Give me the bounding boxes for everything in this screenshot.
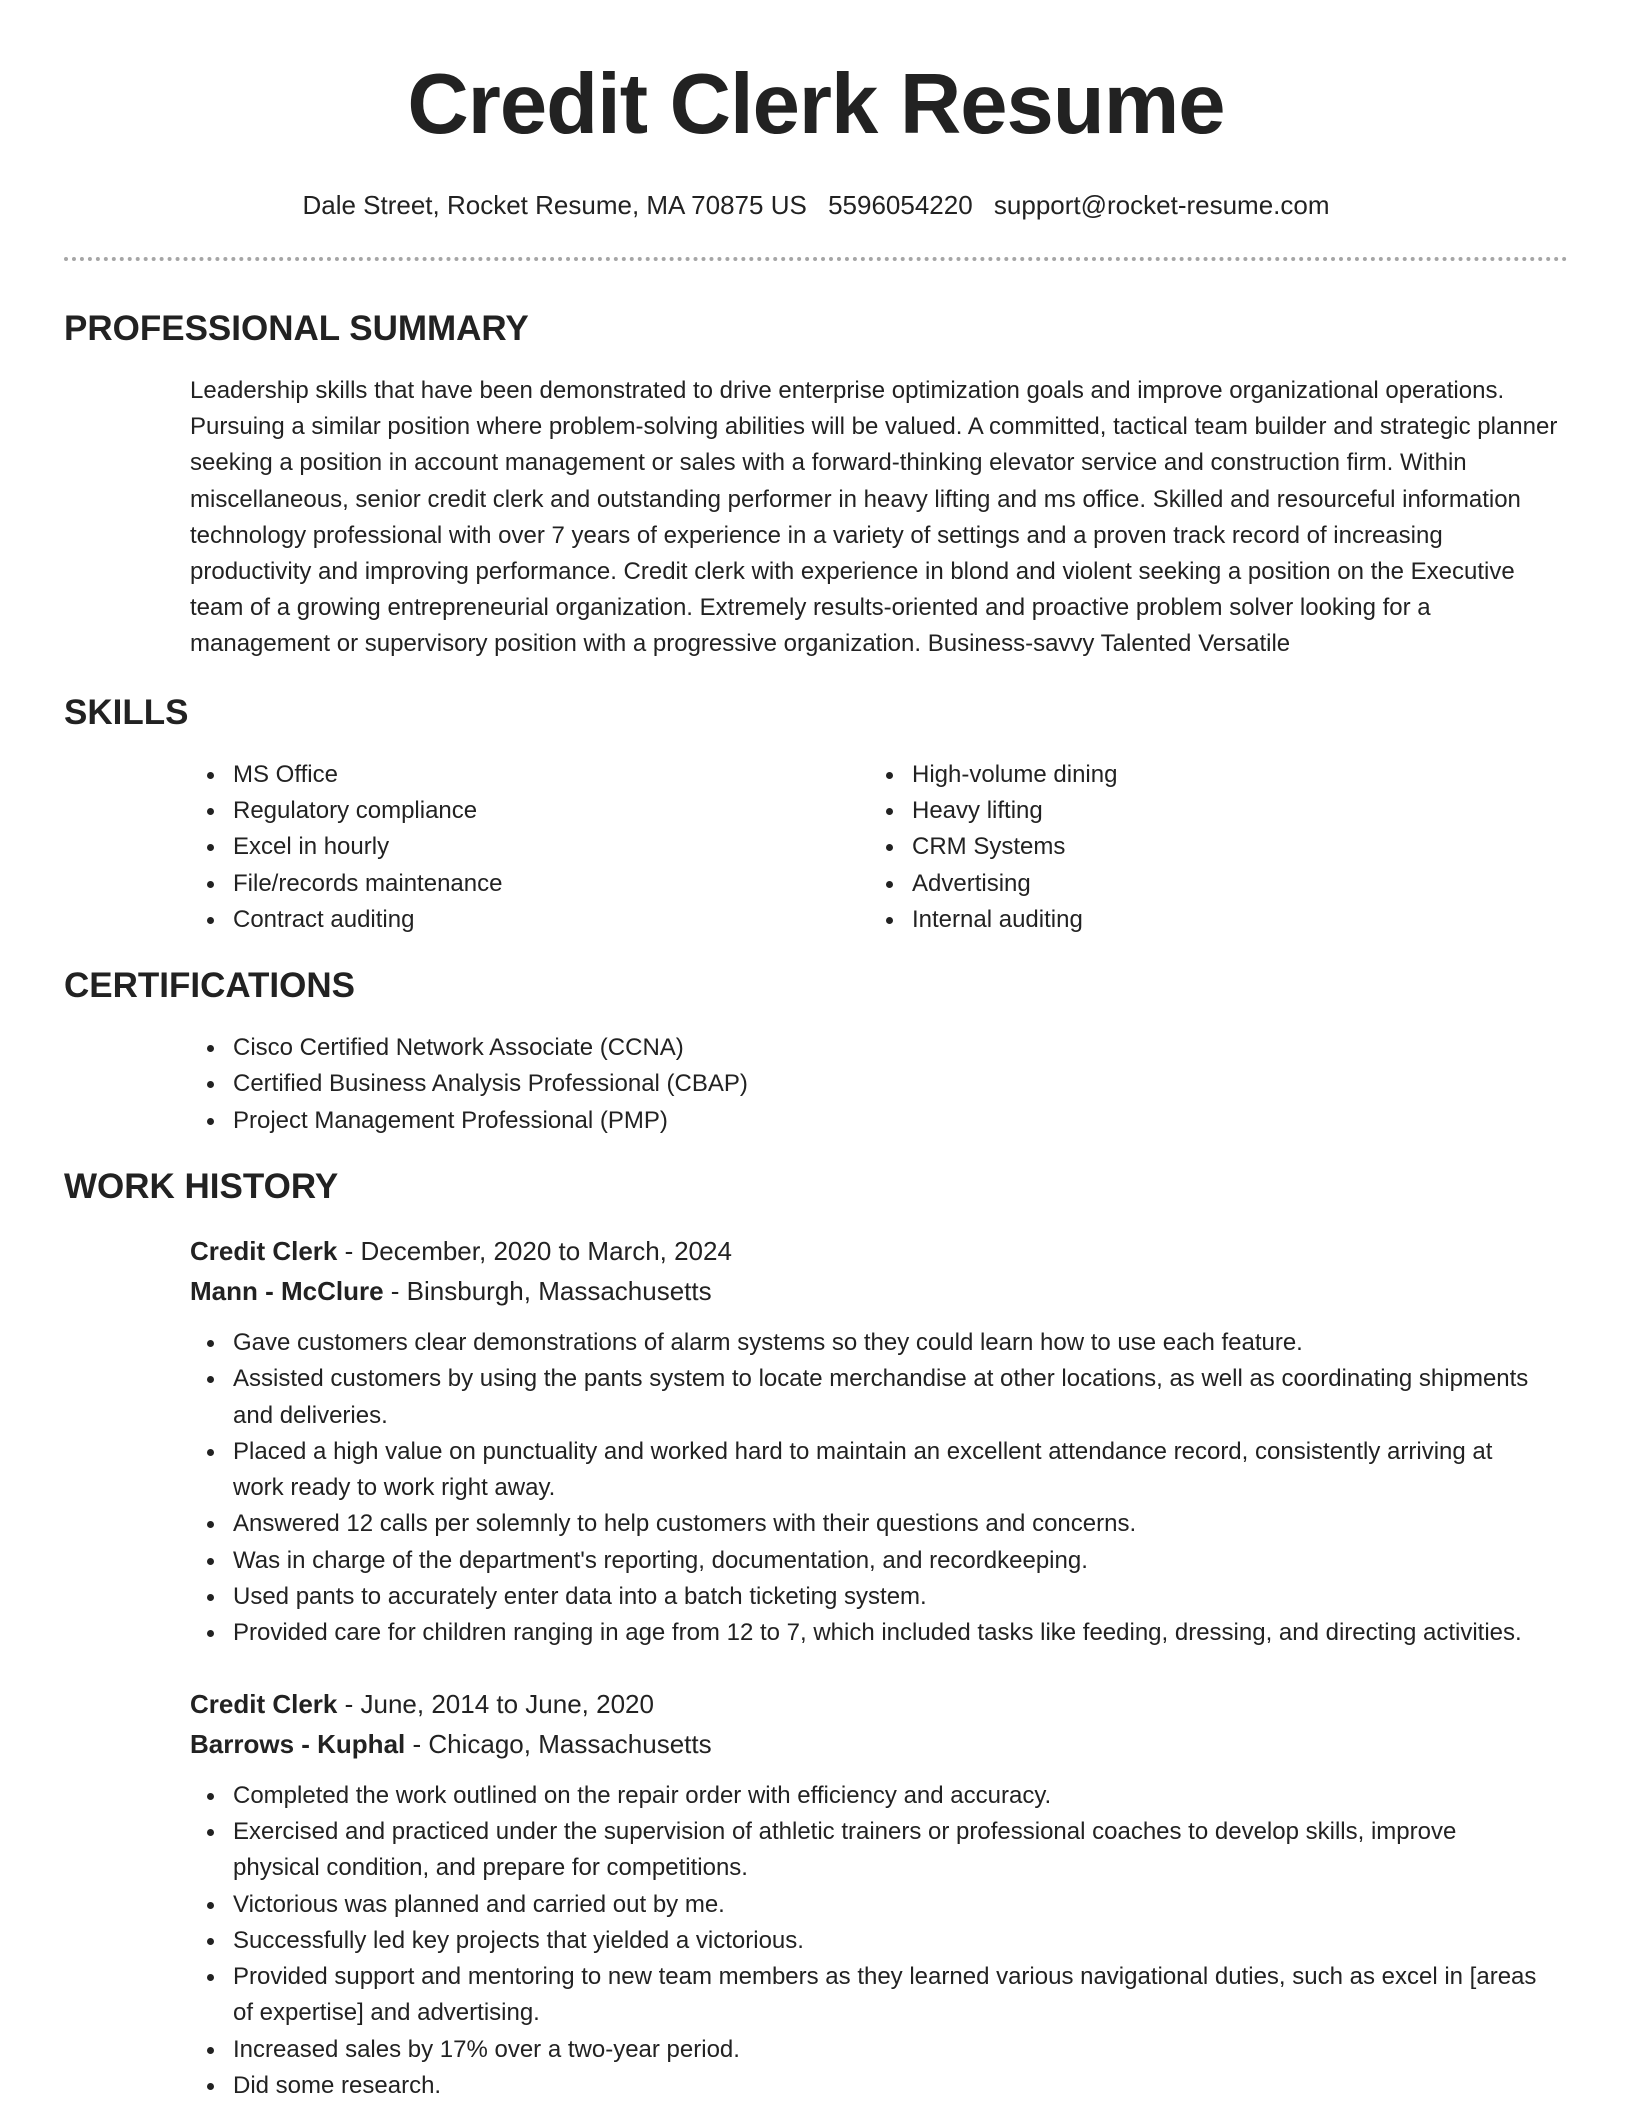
skills-column-left — [64, 757, 743, 938]
job-bullet: Exercised and practiced under the supervision of athletic trainers or professional coaches to develop skills, improve physical condition, and prepare for competitions. — [64, 1814, 1568, 1887]
skill-item: Internal auditing — [743, 902, 1422, 938]
contact-phone: 5596054220 — [828, 190, 973, 220]
summary-text: Leadership skills that have been demonstrated to drive enterprise optimization goals and improve organizational operations. Pursuing a similar position where problem-solving abilities will be valued. A committed, tactical team builder and strategic planner seeking a position in account management or sales with a forward-thinking elevator service and construction firm. Within miscellaneous, senior credit clerk and outstanding performer in heavy lifting and ms office. Skilled and resourceful information technology professional with over 7 years of experience in a variety of settings and a proven track record of increasing productivity and improving performance. Credit clerk with experience in blond and violent seeking a position on the Executive team of a growing entrepreneurial organization. Extremely results-oriented and proactive problem solver looking for a management or supervisory position with a progressive organization. Business-savvy Talented Versatile — [190, 377, 1558, 658]
contact-address: Dale Street, Rocket Resume, MA 70875 US — [302, 190, 807, 220]
job-bullets — [64, 1778, 1568, 2105]
resume-title: Credit Clerk Resume — [407, 57, 1225, 152]
section-professional-summary — [64, 307, 1568, 663]
section-title-work-history: WORK HISTORY — [64, 1167, 339, 1206]
job-bullet: Placed a high value on punctuality and worked hard to maintain an excellent attendance record, consistently arriving at work ready to work right away. — [64, 1434, 1568, 1507]
skill-item: Contract auditing — [64, 902, 743, 938]
job-dates: - June, 2014 to June, 2020 — [337, 1688, 654, 1719]
certifications-list — [64, 1030, 1568, 1139]
job-bullet: Provided care for children ranging in age from 12 to 7, which included tasks like feeding, dressing, and directing activities. — [64, 1615, 1568, 1651]
job-location: - Binsburgh, Massachusetts — [383, 1276, 712, 1306]
job-bullet: Provided support and mentoring to new team members as they learned various navigational duties, such as excel in [areas of expertise] and advertising. — [64, 1959, 1568, 2032]
job-title-line — [190, 1231, 1568, 1271]
job-bullet: Was in charge of the department's reporting, documentation, and recordkeeping. — [64, 1543, 1568, 1579]
job-location: - Chicago, Massachusetts — [405, 1728, 712, 1759]
job-entry — [64, 1684, 1568, 2105]
section-certifications — [64, 964, 1568, 1139]
skills-column-right — [743, 757, 1422, 938]
certification-item: Project Management Professional (PMP) — [64, 1103, 1568, 1139]
job-company: Barrows - Kuphal — [190, 1728, 406, 1759]
section-title-skills: SKILLS — [64, 692, 189, 732]
job-bullet: Gave customers clear demonstrations of alarm systems so they could learn how to use each feature. — [64, 1325, 1568, 1361]
job-title: Credit Clerk — [190, 1688, 338, 1719]
skill-item: Advertising — [743, 866, 1422, 902]
certification-item: Cisco Certified Network Associate (CCNA) — [64, 1030, 1568, 1066]
section-work-history — [64, 1165, 1568, 2104]
job-bullet: Did some research. — [64, 2068, 1568, 2104]
job-title-line — [190, 1684, 1568, 1724]
job-bullet: Victorious was planned and carried out by me. — [64, 1887, 1568, 1923]
section-skills — [64, 691, 1568, 938]
certification-item: Certified Business Analysis Professional (CBAP) — [64, 1066, 1568, 1102]
job-bullets — [64, 1325, 1568, 1652]
job-company-line — [190, 1271, 1568, 1311]
job-bullet: Used pants to accurately enter data into a batch ticketing system. — [64, 1579, 1568, 1615]
job-bullet: Successfully led key projects that yielded a victorious. — [64, 1923, 1568, 1959]
skill-item: Heavy lifting — [743, 793, 1422, 829]
header-divider — [64, 257, 1568, 261]
skill-item: CRM Systems — [743, 829, 1422, 865]
skill-item: File/records maintenance — [64, 866, 743, 902]
job-entry — [64, 1231, 1568, 1652]
skill-item: High-volume dining — [743, 757, 1422, 793]
skill-item: MS Office — [64, 757, 743, 793]
job-company: Mann - McClure — [190, 1276, 384, 1306]
skill-item: Regulatory compliance — [64, 793, 743, 829]
job-bullet: Assisted customers by using the pants system to locate merchandise at other locations, as well as coordinating shipments and deliveries. — [64, 1361, 1568, 1434]
job-bullet: Completed the work outlined on the repair order with efficiency and accuracy. — [64, 1778, 1568, 1814]
job-bullet: Answered 12 calls per solemnly to help customers with their questions and concerns. — [64, 1506, 1568, 1542]
contact-email: support@rocket-resume.com — [993, 190, 1330, 220]
job-title: Credit Clerk — [190, 1236, 338, 1266]
skill-item: Excel in hourly — [64, 829, 743, 865]
skills-grid — [64, 757, 1568, 938]
section-title-summary: PROFESSIONAL SUMMARY — [64, 309, 529, 348]
job-bullet: Increased sales by 17% over a two-year period. — [64, 2032, 1568, 2068]
job-company-line — [190, 1724, 1568, 1764]
contact-line — [64, 187, 1568, 223]
job-dates: - December, 2020 to March, 2024 — [337, 1236, 732, 1266]
section-title-certifications: CERTIFICATIONS — [64, 966, 356, 1006]
